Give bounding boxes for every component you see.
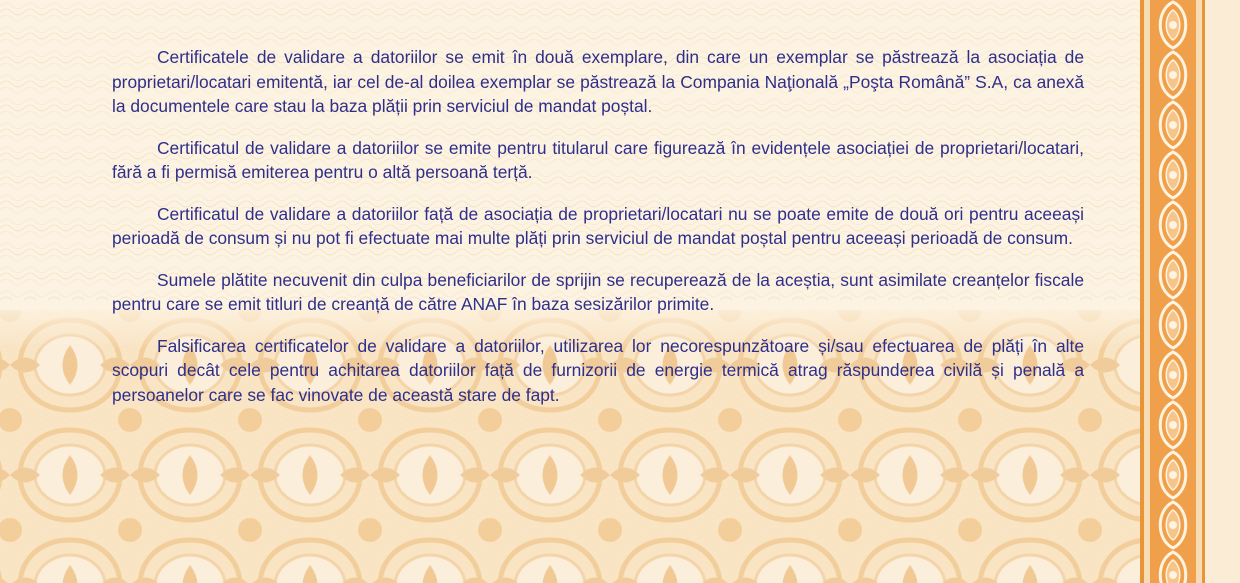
document-body bbox=[112, 45, 1084, 407]
paragraph-single-issue: Certificatul de validare a datoriilor față de asociația de proprietari/locatari nu se poate emite de două ori pentru aceeași perioadă de consum și nu pot fi efectuate mai multe plăți prin serviciul de mandat poștal pentru aceeași perioadă de consum. bbox=[112, 203, 1084, 248]
paragraph-certificate-copies: Certificatele de validare a datoriilor se emit în două exemplare, din care un exemplar se păstrează la asociația de proprietari/locatari emitentă, iar cel de-al doilea exemplar se păstrează la Compania Naţională „Poşta Română” S.A, ca anexă la documentele care stau la baza plății prin serviciul de mandat poștal. bbox=[112, 47, 1084, 116]
paragraph-falsification: Falsificarea certificatelor de validare a datoriilor, utilizarea lor necorespunzătoare și/sau efectuarea de plăți în alte scopuri decât cele pentru achitarea datoriilor față de furnizorii de energie termică atrag răspunderea civilă și penală a persoanelor care se fac vinovate de această stare de fapt. bbox=[112, 335, 1084, 405]
paragraph-recovery: Sumele plătite necuvenit din culpa beneficiarilor de sprijin se recuperează de la aceștia, sunt asimilate creanțelor fiscale pentru care se emit titluri de creanță de către ANAF în baza sesizărilor primite. bbox=[112, 269, 1084, 314]
paragraph-certificate-holder: Certificatul de validare a datoriilor se emite pentru titularul care figurează în evidențele asociației de proprietari/locatari, fără a fi permisă emiterea pentru o altă persoană terță. bbox=[112, 137, 1084, 182]
